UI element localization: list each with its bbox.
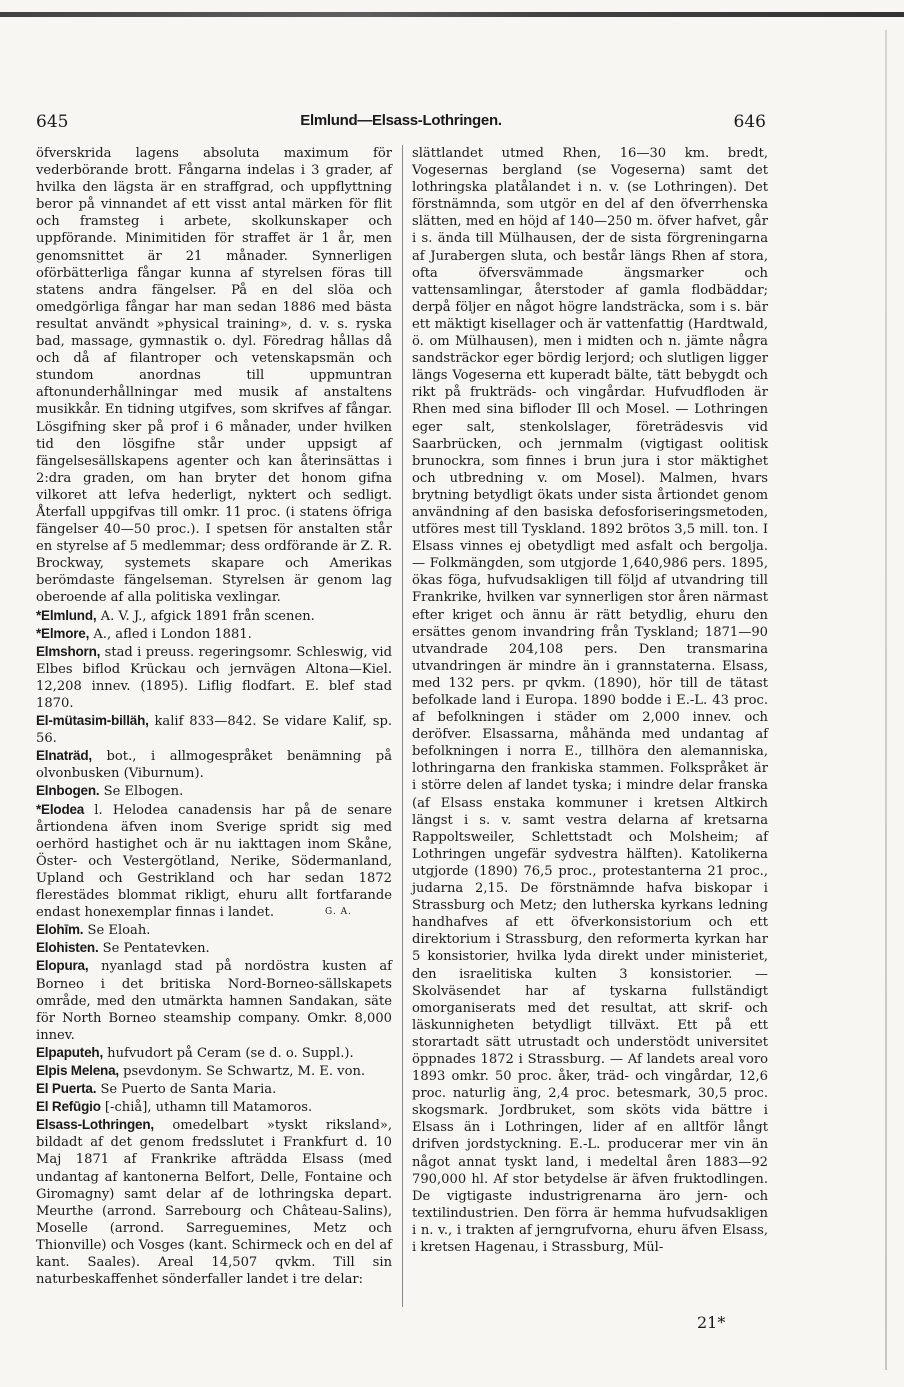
entry-text: bot., i allmogespråket benämning på olvonbusken (Viburnum). bbox=[36, 749, 392, 782]
entry-headword: Elopura, bbox=[36, 958, 89, 974]
entry-headword: Elnbogen. bbox=[36, 783, 100, 799]
signature-mark: 21* bbox=[697, 1313, 726, 1332]
entry-headword: Elsass-Lothringen, bbox=[36, 1117, 154, 1133]
entry-text: Se Pentatevken. bbox=[98, 941, 210, 957]
page-edge-shadow bbox=[885, 30, 887, 1370]
right-column bbox=[412, 145, 768, 1256]
entry-text: A. V. J., afgick 1891 från scenen. bbox=[96, 608, 315, 624]
entry-text: psevdonym. Se Schwartz, M. E. von. bbox=[118, 1063, 366, 1079]
entry-text: kalif 833—842. Se vidare Kalif, sp. 56. bbox=[36, 714, 392, 747]
entry-headword: El Puerta. bbox=[36, 1081, 97, 1097]
top-rule bbox=[0, 12, 904, 17]
entry-headword: Elpaputeh, bbox=[36, 1044, 104, 1060]
entry-text: l. Helodea canadensis har på de senare årtiondena äfven inom Sverige spridt sig med oerhörd hastighet och är nu iakttagen inom Skåne, Öster- och Vestergötland, Nerike, Södermanland, Upland och Gestrikland och har sedan 1872 flerestädes blommat rikligt, ehuru allt fortfarande endast honexemplar finnas i landet. bbox=[36, 802, 392, 921]
dictionary-entry bbox=[36, 643, 392, 712]
entry-headword: Elohīm. bbox=[36, 922, 84, 938]
entry-text: hufvudort på Ceram (se d. o. Suppl.). bbox=[103, 1045, 354, 1061]
entry-continuation: slättlandet utmed Rhen, 16—30 km. bredt, Vogesernas bergland (se Vogeserna) samt det lothringska platålandet i n. v. (se Lothringen). Det förstnämnda, som utgör en del af den öfverrhenska slätten, med en höjd af 140—250 m. öfver hafvet, går i s. ända till Mülhausen, der de sista förgreningarna af Jurabergen sluta, och består längs Rhen af stora, ofta öfversvämmade ängsmarker och vattensamlingar, återstoder af gamla flodbäddar; derpå följer en något högre landsträcka, som i s. bär ett mäktigt kisellager och är vattenfattig (Hardtwald, ö. om Mülhausen), men i midten och n. jämte några sandsträckor eger bördig lerjord; och slutligen ligger längs Vogeserna ett kuperadt bälte, tätt bebygdt och rikt på frukträds- och vingårdar. Hufvudfloden är Rhen med sina bifloder Ill och Mosel. — Lothringen eger salt, stenkolslager, företrädesvis vid Saarbrücken, och jernmalm (vigtigast oolitisk brunockra, som finnes i brun jura i stor mäktighet och utbredning v. om Mosel). Malmen, hvars brytning betydligt ökats under sista årtiondet genom användning af den basiska defosforiseringsmetoden, utföres mest till Tyskland. 1892 brötos 3,5 mill. ton. I Elsass vinnes ej obetydligt med asfalt och bergolja. — Folkmängden, som utgjorde 1,640,986 pers. 1895, ökas föga, hufvudsakligen till följd af utvandring till Frankrike, hvilken var synnerligen stor åren närmast efter kriget och ännu är rätt betydlig, ehuru den ersättes genom invandring från Tyskland; 1871—90 utvandrade 204,108 pers. Den transmarina utvandringen är mindre än i grannstaterna. Elsass, med 132 pers. pr qvkm. (1890), hör till de tätast befolkade land i Europa. 1890 bodde i E.-L. 43 proc. af befolkningen i städer om 2,000 innev. och deröfver. Elsassarna, måhända med undantag af befolkningen i norra E., tillhöra den alemanniska, lothringarna den frankiska stammen. Folkspråket är i större delen af landet tyska; i mindre delar franska (af Elsass enstaka kommuner i kretsen Altkirch längst i s. v. samt vestra delarna af kretsarna Rappoltsweiler, Schlettstadt och Molsheim; af Lothringen ungefär sydvestra hälften). Katolikerna utgjorde (1890) 76,5 proc., protestanterna 21 proc., judarna 2,15. De förstnämnde hafva biskopar i Strassburg och Metz; den lutherska kyrkans ledning handhafves af ett öfverkonsistorium och ett direktorium i Strassburg, den reformerta kyrkan har 5 konsistorier, hvilka lyda direkt under ministeriet, den israelitiska kulten 3 konsistorier. — Skolväsendet har af tyskarna fullständigt omorganiserats med det resultat, att skrif- och läskunnigheten betydligt tillväxt. Ett på ett storartadt sätt utrustadt och understödt universitet öppnades 1872 i Strassburg. — Af landets areal voro 1893 omkr. 50 proc. åker, träd- och vingårdar, 12,6 proc. naturlig äng, 2,4 proc. betesmark, 30,5 proc. skogsmark. Jordbruket, som sköts vida bättre i Elsass än i Lothringen, lider af en alltför långt drifven jordstyckning. E.-L. producerar mer vin än något annat tyskt land, i medeltal åren 1883—92 790,000 hl. Af stor betydelse är äfven fruktodlingen. De vigtigaste industrigrenarna äro jern- och textilindustrien. Den förra är hemma hufvudsakligen i n. v., i trakten af jerngrufvorna, ehuru äfven Elsass, i kretsen Hagenau, i Strassburg, Mül- bbox=[412, 146, 768, 1255]
author-signature: G. A. bbox=[325, 907, 352, 918]
dictionary-entry bbox=[36, 1062, 392, 1080]
running-title: Elmlund—Elsass-Lothringen. bbox=[300, 112, 502, 129]
entry-text: A., afled i London 1881. bbox=[89, 626, 252, 642]
dictionary-entry bbox=[36, 801, 392, 922]
left-column bbox=[36, 145, 392, 1288]
entry-continuation bbox=[36, 145, 392, 607]
dictionary-entry bbox=[36, 939, 392, 957]
entry-text: Se Elbogen. bbox=[99, 784, 184, 800]
dictionary-entry bbox=[36, 607, 392, 625]
entry-headword: Elohisten. bbox=[36, 940, 99, 956]
entry-headword: *Elodea bbox=[36, 801, 85, 817]
column-divider bbox=[402, 145, 403, 1307]
dictionary-entry bbox=[36, 1080, 392, 1098]
entry-headword: Elmshorn, bbox=[36, 643, 101, 659]
entry-text: nyanlagd stad på nordöstra kusten af Borneo i det britiska Nord-Borneo-sällskapets område, med den utmärkta hamnen Sandakan, säte för North Borneo steamship company. Omkr. 8,000 innev. bbox=[36, 959, 392, 1043]
entry-text: omedelbart »tyskt riksland», bildadt af det genom fredsslutet i Frankfurt d. 10 Maj 1871 af Frankrike afträdda Elsass (med undantag af kantonerna Belfort, Delle, Fontaine och Giromagny) samt delar af de lothringska depart. Meurthe (arrond. Sarrebourg och Château-Salins), Moselle (arrond. Sarreguemines, Metz och Thionville) och Vosges (kant. Schirmeck och en del af kant. Saales). Areal 14,507 qvkm. Till sin naturbeskaffenhet sönderfaller landet i tre delar: bbox=[36, 1118, 392, 1288]
dictionary-entry bbox=[36, 1116, 392, 1288]
dictionary-entry bbox=[36, 747, 392, 782]
entry-headword: El Refūgio bbox=[36, 1099, 101, 1115]
entry-headword: El-mütasim-billäh, bbox=[36, 713, 149, 729]
entry-text: Se Eloah. bbox=[83, 923, 151, 939]
entry-headword: Elpis Melena, bbox=[36, 1062, 119, 1078]
dictionary-entry bbox=[36, 1098, 392, 1116]
dictionary-entry bbox=[36, 921, 392, 939]
entry-text: Se Puerto de Santa Maria. bbox=[96, 1082, 277, 1098]
entry-text: [-chiå], uthamn till Matamoros. bbox=[100, 1100, 313, 1116]
dictionary-entry bbox=[36, 1044, 392, 1062]
dictionary-entry bbox=[36, 957, 392, 1043]
page-number-left: 645 bbox=[36, 112, 69, 132]
entry-headword: *Elmlund, bbox=[36, 607, 97, 623]
dictionary-entry bbox=[36, 625, 392, 643]
page-number-right: 646 bbox=[733, 112, 766, 132]
running-header bbox=[36, 112, 766, 136]
entry-text: stad i preuss. regeringsomr. Schleswig, vid Elbes biflod Krückau och jernvägen Altona—Kiel. 12,208 innev. (1895). Liflig flodfart. E. blef stad 1870. bbox=[36, 644, 392, 711]
entry-headword: Elnaträd, bbox=[36, 748, 92, 764]
entry-text: öfverskrida lagens absoluta maximum för vederbörande brott. Fångarna indelas i 3 grader, af hvilka den lägsta är en straffgrad, och uppflyttning beror på vinnandet af ett visst antal märken för flit och framsteg i arbete, skolkunskaper och uppförande. Minimitiden för straffet är 1 år, men genomsnittet är 21 månader. Synnerligen oförbätterliga fångar kunna af styrelsen föras till statens andra fängelser. På en del slöa och omedgörliga fångar har man sedan 1886 med bästa resultat användt »physical training», d. v. s. ryska bad, massage, gymnastik o. dyl. Föredrag hållas då och då af filantroper och vetenskapsmän och stundom anordnas till uppmuntran aftonunderhållningar med musik af anstaltens musikkår. En tidning utgifves, som skrifves af fångar. Lösgifning sker på prof i 6 månader, under hvilken tid den lösgifne står under uppsigt af fängelsesällskapens agenter och kan återinsättas i 2:dra graden, om han bryter det honom gifna vilkoret att lefva hederligt, nyktert och sedligt. Återfall uppgifvas till omkr. 11 proc. (i statens öfriga fängelser 40—50 proc.). I spetsen för anstalten står en styrelse af 5 medlemmar; dess ordförande är Z. R. Brockway, systemets skapare och Amerikas berömdaste fängelseman. Styrelsen är genom lag oberoende af alla politiska vexlingar. bbox=[36, 146, 392, 606]
dictionary-entry bbox=[36, 782, 392, 800]
entry-headword: *Elmore, bbox=[36, 625, 90, 641]
dictionary-entry bbox=[36, 712, 392, 747]
